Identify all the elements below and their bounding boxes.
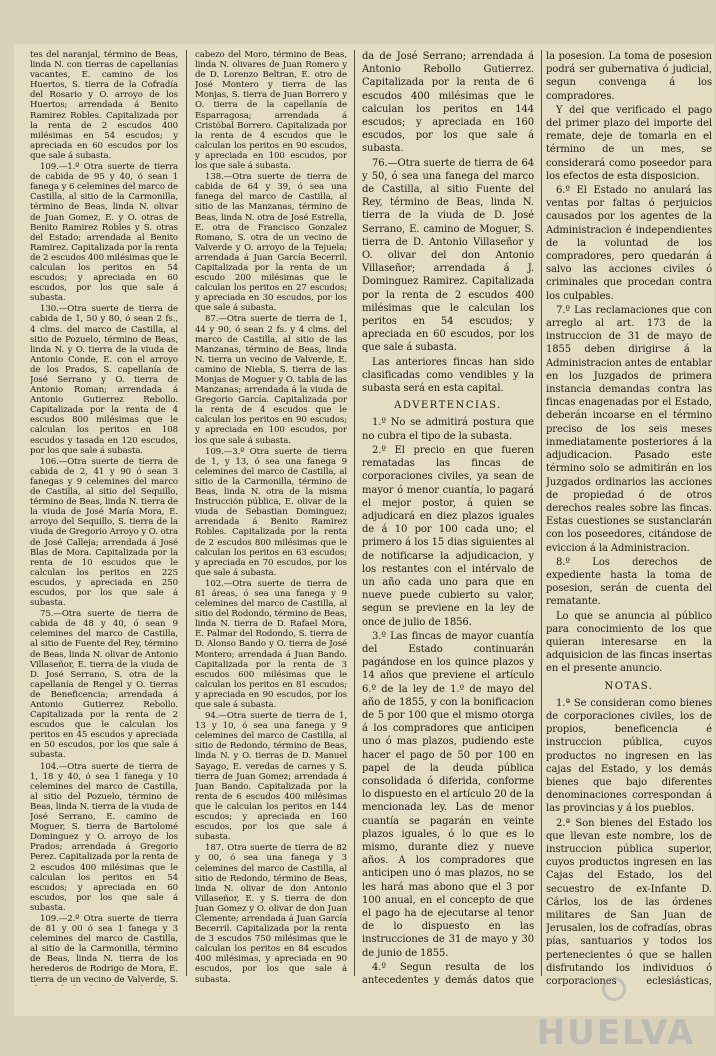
archive-watermark	[526, 964, 706, 1010]
column-1-paragraph: 109.—1.º Otra suerte de tierra de cabida de 95 y 40, ó sean 1 fanega y 6 celemines del marco de Castilla, al sitio de la Carmonilla, término de Beas, linda N. olivar de Juan Gomez, E. y O. otras de Benito Ramirez Robles y S. otras del Estado; arrendada al Benito Ramirez. Capitalizada por la renta de 2 escudos 400 milésimas que le calculan los peritos en 54 escudos; y apreciada en 60 escudos, por los que sale á subasta.	[30, 162, 178, 303]
column-1-paragraph: 104.—Otra suerte de tierra de 1, 18 y 40, ó sea 1 fanega y 10 celemines del marco de Castilla, al sitio del Pozuelo, término de Beas, linda N. tierra de la viuda de José Serrano, E. camino de Moguer, S. tierra de Bartolomé Dominguez y O. arroyo de los Prados; arrendada á Gregorio Perez. Capitalizada por la renta de 2 escudos 400 milésimas que le calculan los peritos en 54 escudos; y apreciada en 60 escudos, por los que sale á subasta.	[30, 762, 178, 913]
column-1-paragraph: 106.—Otra suerte de tierra de cabida de 2, 41 y 90 ó sean 3 fanegas y 9 celemines del marco de Castilla, al sitio del Sequillo, término de Beas, linda N. tierra de la viuda de José María Mora, E. arroyo del Sequillo, S. tierra de la viuda de Gregorio Arroyo y O. otra de José Calleja; arrendada á José Blas de Mora. Capitalizada por la renta de 10 escudos que le calculan los peritos en 225 escudos, y apreciada en 250 escudos, por los que sale á subasta.	[30, 457, 178, 608]
column-1	[30, 50, 178, 986]
advertencia-item: 2.º El precio en que fueren rematadas las fincas de corporaciones civiles, ya sean de mayor ó menor cuantía, lo pagará el mejor postor, á quien se adjudicará en diez plazos iguales de á 10 por 100 cada uno; el primero á los 15 dias siguientes al de notificarse la adjudicacion, y los restantes con el intérvalo de un año cada uno para que en nueve puede cubierto su valor, segun se previene en la ley de once de julio de 1856.	[362, 444, 534, 629]
watermark-text: HUELVA	[537, 1013, 696, 1053]
column-2-paragraph: 109.—3.º Otra suerte de tierra de 1, y 13, ó sea una fanega 9 celemines del marco de Castilla, al sitio de la Carmonilla, término de Beas, linda N. otra de la misma Instrucción pública, E. olivar de la viuda de Sebastian Dominguez; arrendada á Benito Ramirez Robles. Capitalizada por la renta de 2 escudos 800 milésimas que le calculan los peritos en 63 escudos; y apreciada en 70 escudos, por los que sale á subasta.	[195, 447, 347, 578]
advertencia-item: Lo que se anuncia al público para conocimiento de los que quieran interesarse en la adquisicion de las fincas insertas en el presente anuncio.	[546, 610, 712, 676]
column-2-paragraph: 138.—Otra suerte de tierra de cabida de 64 y 39, ó sea una fanega del marco de Castilla, al sitio de las Manzanas, término de Beas, linda N. otra de José Estrella, E. otra de Francisco Gonzalez Romano, S. otra de un vecino de Valverde y O. arroyo de la Tejuela; arrendada á Juan García Becerril. Capitalizada por la renta de un escudo 200 milésimas que le calculan los peritos en 27 escudos; y apreciada en 30 escudos, por los que sale á subasta.	[195, 172, 347, 313]
advertencia-item: 4.º Segun resulta de los antecedentes y demás datos que	[362, 961, 534, 986]
nota-item: 1.ª Se consideran como bienes de corporaciones civiles, los de propios, beneficencia é instruccion pública, cuyos productos no ingresen en las cajas del Estado, y los demás bienes que bajo diferentes denominaciones correspondan á las provincias y á los pueblos.	[546, 697, 712, 816]
column-3-paragraph: Las anteriores fincas han sido clasificadas como vendibles y la subasta será en esta capital.	[362, 356, 534, 396]
advertencia-item: 3.º Las fincas de mayor cuantía del Estado continuarán pagándose en los quince plazos y 14 años que previene el artículo 6.º de la ley de 1.º de mayo del año de 1855, y con la bonificacion de 5 por 100 que el mismo otorga á los compradores que anticipen uno ó mas plazos, pudiendo este hacer el pago de 50 por 100 en papel de la deuda pública consolidada ó diferida, conforme lo dispuesto en el artículo 20 de la mencionada ley. Las de menor cuantía se pagarán en veinte plazos iguales, ó lo que es lo mismo, durante diez y nueve años. A los compradores que anticipen uno ó mas plazos, no se les hará mas abono que el 3 por 100 anual, en el concepto de que el pago ha de ejecutarse al tenor de lo dispuesto en las instrucciones de 31 de mayo y 30 de junio de 1855.	[362, 630, 534, 960]
column-1-paragraph: 109.—2.º Otra suerte de tierra de 81 y 00 ó sea 1 fanega y 3 celemines del marco de Castilla, al sitio de la Carmonilla, término de Beas, linda N. tierra de los herederos de Rodrigo de Mora, E. tierra de un vecino de Valverde, S.	[30, 914, 178, 986]
advertencia-item: 8.º Los derechos de expediente hasta la toma de posesion, serán de cuenta del rematante.	[546, 556, 712, 609]
column-2-paragraph: 187. Otra suerte de tierra de 82 y 00, ó sea una fanega y 3 celemines del marco de Castilla, al sitio de Redondo, término de Beas, linda N. olivar de don Antonio Villaseñor, E. y S. tierra de don Juan Gomez y O. olivar de don Juan Clemente; arrendada á Juan García Becerril. Capitalizada por la renta de 3 escudos 750 milésimas que le calculan los peritos en 84 escudos 400 milésimas, y apreciada en 90 escudos, por los que sale á subasta.	[195, 843, 347, 984]
column-2-paragraph: cabezo del Moro, término de Beas, linda N. olivares de Juan Romero y de D. Lorenzo Beltran, E. otro de José Montero y tierra de las Monjas, S. tierra de Juan Borrero y O. tierra de la capellanía de Esparragosa; arrendada á Cristóbal Borrero. Capitalizada por la renta de 4 escudos que le calculan los peritos en 90 escudos, y apreciada en 100 escudos, por los que sale á subasta.	[195, 50, 347, 171]
column-1-paragraph: 130.—Otra suerte de tierra de cabida de 1, 50 y 80, ó sean 2 fs., 4 clms. del marco de Castilla, al sitio de Pozuelo, término de Beas, linda N. y O. tierra de la viuda de Antonio Conde, E. con el arroyo de los Prados, S. capellanía de José Serrano y O. tierra de Antonio Roman; arrendada á Antonio Gutierrez Rebollo. Capitalizada por la renta de 4 escudos 800 milésimas que le calculan los peritos en 108 escudos y tasada en 120 escudos, por los que sale á subasta.	[30, 304, 178, 455]
advertencia-item: Y del que verificado el pago del primer plazo del importe del remate, deje de tomarla en el término de un mes, se considerará como poseedor para los efectos de esta disposicion.	[546, 104, 712, 183]
notas-heading: NOTAS.	[546, 680, 712, 693]
advertencia-item: 6.º El Estado no anulará las ventas por faltas ó perjuicios causados por los agentes de la Administracion é independientes de la voluntad de los compradores, pero quedarán á salvo las acciones civiles ó criminales que procedan contra los culpables.	[546, 184, 712, 303]
column-divider	[186, 50, 187, 976]
column-divider	[541, 50, 542, 976]
watermark-logo-icon	[602, 977, 626, 1001]
advertencia-item: 1.º No se admitirá postura que no cubra el tipo de la subasta.	[362, 416, 534, 442]
nota-item: 2.ª Son bienes del Estado los que llevan este nombre, los de instruccion pública superior, cuyos productos ingresen en las Cajas del Estado, los del secuestro de ex-Infante D. Cárlos, los de las órdenes militares de San Juan de Jerusalen, los de cofradías, obras pías, santuarios y todos los pertenecientes ó que se hallen disfrutando los individuos ó corporaciones eclesiásticas,	[546, 817, 712, 986]
column-1-paragraph: tes del naranjal, término de Beas, linda N. con tierras de capellanías vacantes, E. camino de los Huertos, S. tierra de la Cofradía del Rosario y O. arroyo de los Huertos; arrendada á Benito Ramirez Robles. Capitalizada por la renta de 2 escudos 400 milésimas en 54 escudos; y apreciada en 60 escudos por los que sale á subasta.	[30, 50, 178, 161]
column-divider	[354, 50, 355, 976]
column-3-paragraph: da de José Serrano; arrendada á Antonio Rebollo Gutierrez. Capitalizada por la renta de 6 escudos 400 milésimas que le calculan los peritos en 144 escudos; y apreciada en 160 escudos, por los que sale á subasta.	[362, 50, 534, 156]
advertencias-heading: ADVERTENCIAS.	[362, 399, 534, 412]
column-2	[195, 50, 347, 986]
newspaper-page	[14, 44, 714, 1016]
column-3-paragraph: 76.—Otra suerte de tierra de 64 y 50, ó sea una fanega del marco de Castilla, al sitio Fuente del Rey, término de Beas, linda N. tierra de la viuda de D. José Serrano, E. camino de Moguer, S. tierra de D. Antonio Villaseñor y O. olivar del don Antonio Villaseñor; arrendada á J. Dominguez Ramirez. Capitalizada por la renta de 2 escudos 400 milésimas que le calculan los peritos en 54 escudos; y apreciada en 60 escudos, por los que sale á subasta.	[362, 157, 534, 355]
column-1-paragraph: 75.—Otra suerte de tierra de cabida de 48 y 40, ó sean 9 celemines del marco de Castilla, al sitio de Fuente del Rey, término de Beas, linda N. olivar de Antonio Villaseñor, E. tierra de la viuda de D. José Serrano, S. otra de la capellanía de Rengel y O. tierras de Beneficencia; arrendada á Antonio Gutierrez Rebollo. Capitalizada por la renta de 2 escudos que le calculan los peritos en 45 escudos y apreciada en 50 escudos, por los que sale á subasta.	[30, 609, 178, 760]
column-3	[362, 50, 534, 986]
advertencia-item: la posesion. La toma de posesion podrá ser gubernativa ó judicial, segun convenga á los compradores.	[546, 50, 712, 103]
advertencia-item: 7.º Las reclamaciones que con arreglo al art. 173 de la instruccion de 31 de mayo de 1855 deben dirigirse á la Administracion antes de entablar en los Juzgados de primera instancia demandas contra las fincas enagenadas por el Estado, deberán incoarse en el término preciso de los seis meses inmediatamente posteriores á la adjudicacion. Pasado este término solo se admitirán en los Juzgados ordinarios las acciones de propiedad ó de otros derechos reales sobre las fincas. Estas cuestiones se sustanciarán con los poseedores, citándose de eviccion á la Administracion.	[546, 304, 712, 555]
column-2-paragraph: 102.—Otra suerte de tierra de 81 áreas, ó sea una fanega y 9 celemines del marco de Castilla, al sitio del Rodondo, término de Beas, linda N. tierra de D. Rafael Mora, E. Palmar del Rodondo, S. tierra de D. Alonso Bando y O. tierra de José Montero; arrendada á Juan Bando. Capitalizada por la renta de 3 escudos 600 milésimas que le calculan los peritos en 81 escudos; y apreciada en 90 escudos, por los que sale á subasta.	[195, 579, 347, 710]
column-2-paragraph: 94.—Otra suerte de tierra de 1, 13 y 10, ó sea una fanega y 9 celemines del marco de Castilla, al sitio de Redondo, término de Beas, linda N. y O. tierras de D. Manuel Sayago, E. veredas de carnes y S. tierra de Juan Gomez; arrendada á Juan Bando. Capitalizada por la renta de 6 escudos 400 milésimas que le calculan los peritos en 144 escudos; y apreciada en 160 escudos, por los que sale á subasta.	[195, 711, 347, 842]
column-2-paragraph: 87.—Otra suerte de tierra de 1, 44 y 90, ó sean 2 fs. y 4 clms. del marco de Castilla, al sitio de las Manzanas, término de Beas, linda N. tierra un vecino de Valverde, E. camino de Niebla, S. tierra de las Monjas de Moguer y O. tabla de las Manzanas; arrendada á la viuda de Gregorio García. Capitalizada por la renta de 4 escudos que le calculan los peritos en 90 escudos; y apreciada en 100 escudos, por los que sale á subasta.	[195, 314, 347, 445]
column-4	[546, 50, 712, 986]
